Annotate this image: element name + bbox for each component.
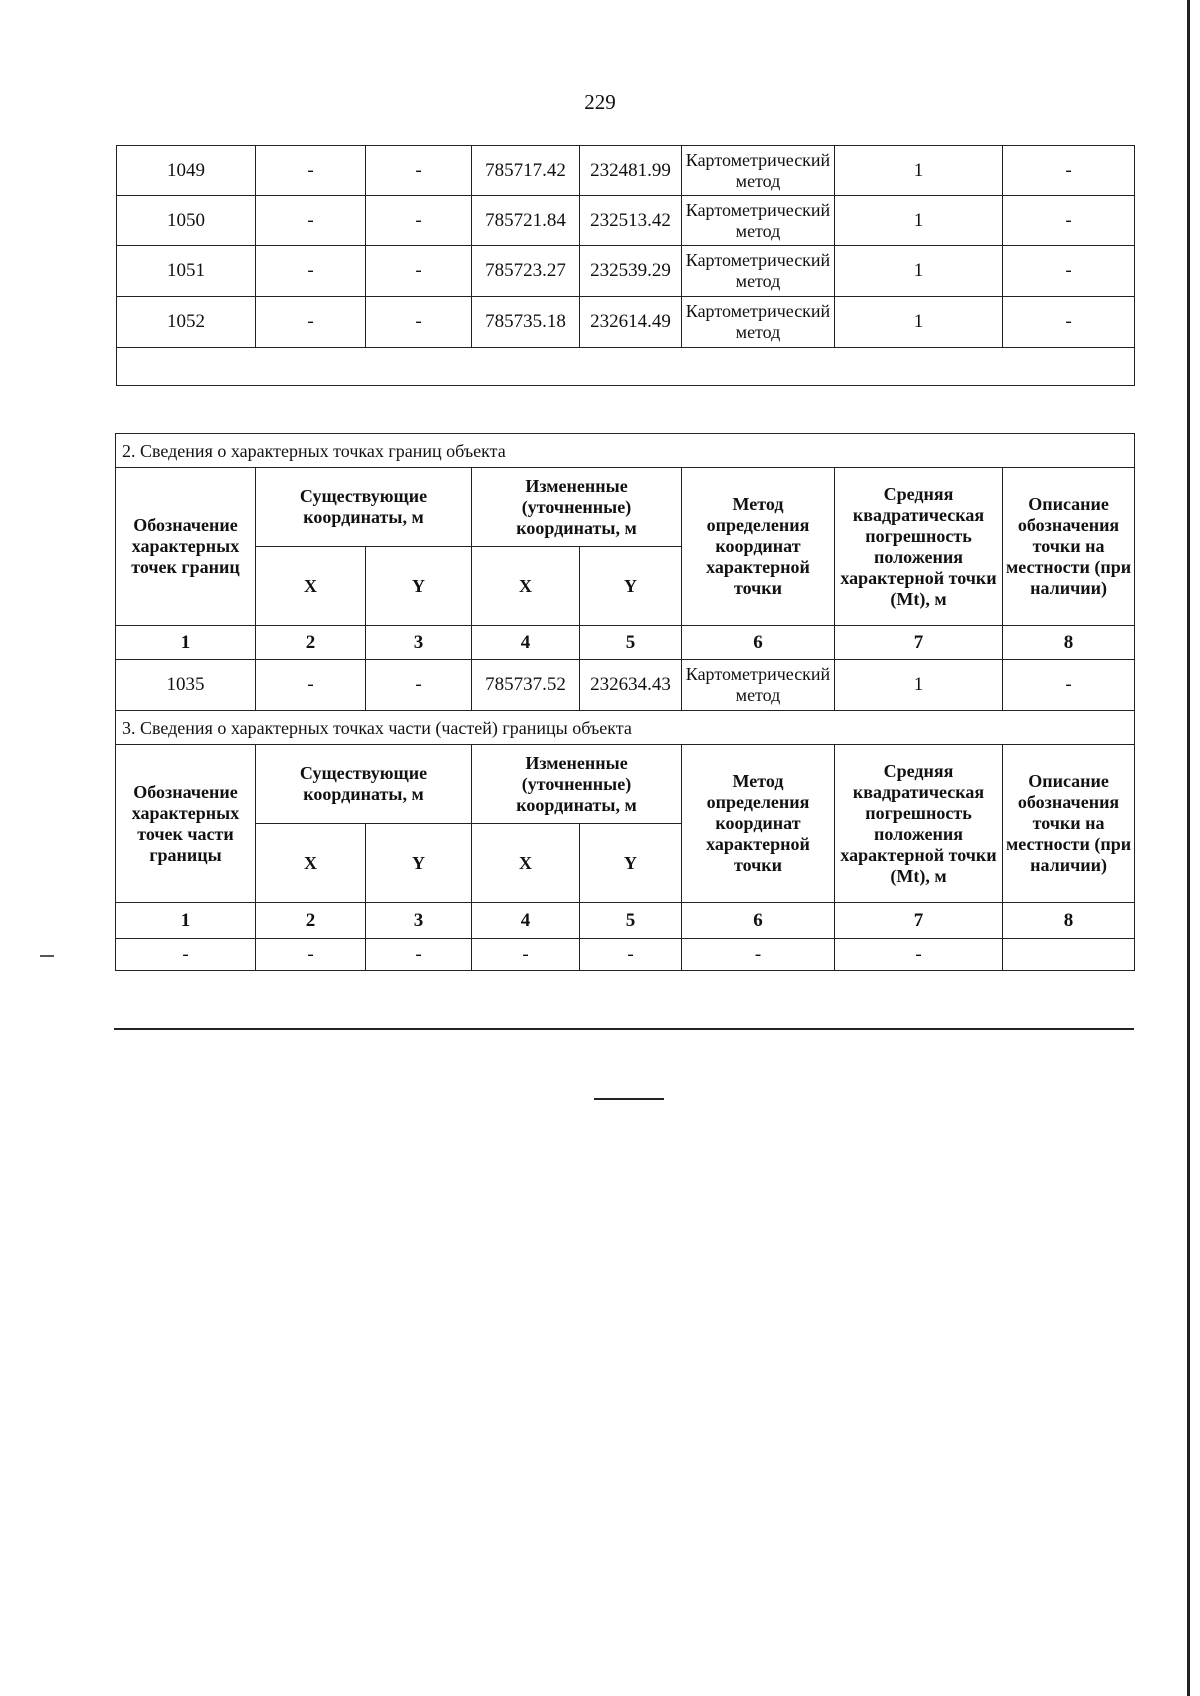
section-2-caption-row [116,434,1135,468]
header-existing-y: Y [366,547,472,626]
end-marker-line [594,1098,664,1100]
existing-x: - [256,660,366,711]
column-number: 5 [580,903,682,939]
changed-x: 785735.18 [472,297,580,348]
scan-edge [1187,0,1190,1696]
header-existing-coordinates: Существующие координаты, м [256,468,472,547]
point-id: 1049 [117,146,256,196]
description: - [1003,297,1135,348]
header-method: Метод определения координат характерной точки [682,745,835,903]
table-row [117,297,1135,348]
table-row [117,146,1135,196]
column-number: 3 [366,626,472,660]
method: Картометрический метод [682,146,835,196]
mt-value: - [835,939,1003,971]
mt-value: 1 [835,246,1003,297]
existing-x: - [256,939,366,971]
section-3-caption: 3. Сведения о характерных точках части (частей) границы объекта [116,711,1135,745]
header-changed-coordinates: Измененные (уточненные) координаты, м [472,468,682,547]
method: Картометрический метод [682,297,835,348]
header-mean-square-error: Средняя квадратическая погрешность положения характерной точки (Mt), м [835,468,1003,626]
column-number: 5 [580,626,682,660]
description: - [1003,246,1135,297]
footer-divider [114,1028,1134,1030]
method: - [682,939,835,971]
description: - [1003,146,1135,196]
table-row [116,660,1135,711]
header-changed-x: X [472,547,580,626]
existing-x: - [256,246,366,297]
header-existing-y: Y [366,824,472,903]
column-number: 1 [116,626,256,660]
existing-y: - [366,660,472,711]
existing-y: - [366,246,472,297]
changed-y: 232614.49 [580,297,682,348]
column-number: 7 [835,903,1003,939]
empty-row [117,348,1135,386]
column-number: 2 [256,903,366,939]
header-description: Описание обозначения точки на местности (при наличии) [1003,468,1135,626]
existing-y: - [366,146,472,196]
mt-value: 1 [835,297,1003,348]
existing-y: - [366,297,472,348]
header-method: Метод определения координат характерной точки [682,468,835,626]
header-changed-y: Y [580,547,682,626]
section-3-caption-row [116,711,1135,745]
header-existing-x: X [256,547,366,626]
column-number-row [116,626,1135,660]
method: Картометрический метод [682,246,835,297]
column-number: 3 [366,903,472,939]
existing-y: - [366,939,472,971]
header-changed-coordinates: Измененные (уточненные) координаты, м [472,745,682,824]
mt-value: 1 [835,660,1003,711]
changed-x: 785723.27 [472,246,580,297]
header-existing-coordinates: Существующие координаты, м [256,745,472,824]
table-row [116,939,1135,971]
changed-y: 232481.99 [580,146,682,196]
column-number: 1 [116,903,256,939]
method: Картометрический метод [682,196,835,246]
header-existing-x: X [256,824,366,903]
changed-y: - [580,939,682,971]
point-id: 1050 [117,196,256,246]
column-number: 4 [472,626,580,660]
column-number: 6 [682,626,835,660]
boundary-points-table [115,433,1135,971]
header-designation: Обозначение характерных точек части границы [116,745,256,903]
header-changed-x: X [472,824,580,903]
existing-x: - [256,196,366,246]
mt-value: 1 [835,146,1003,196]
method: Картометрический метод [682,660,835,711]
empty-cell [117,348,1135,386]
changed-x: 785721.84 [472,196,580,246]
description [1003,939,1135,971]
description: - [1003,660,1135,711]
mt-value: 1 [835,196,1003,246]
header-row [116,468,1135,547]
point-id: 1051 [117,246,256,297]
column-number-row [116,903,1135,939]
column-number: 8 [1003,626,1135,660]
description: - [1003,196,1135,246]
point-id: 1052 [117,297,256,348]
page-number: 229 [584,90,616,114]
table-row [117,196,1135,246]
header-designation: Обозначение характерных точек границ [116,468,256,626]
header-mean-square-error: Средняя квадратическая погрешность положения характерной точки (Mt), м [835,745,1003,903]
existing-x: - [256,297,366,348]
existing-y: - [366,196,472,246]
header-description: Описание обозначения точки на местности (при наличии) [1003,745,1135,903]
changed-x: 785737.52 [472,660,580,711]
column-number: 4 [472,903,580,939]
changed-x: 785717.42 [472,146,580,196]
continuation-table [116,145,1135,386]
changed-y: 232539.29 [580,246,682,297]
point-id: - [116,939,256,971]
column-number: 2 [256,626,366,660]
section-2-caption: 2. Сведения о характерных точках границ объекта [116,434,1135,468]
changed-y: 232513.42 [580,196,682,246]
column-number: 7 [835,626,1003,660]
column-number: 6 [682,903,835,939]
header-row [116,745,1135,824]
changed-x: - [472,939,580,971]
margin-mark [40,955,54,957]
header-changed-y: Y [580,824,682,903]
column-number: 8 [1003,903,1135,939]
changed-y: 232634.43 [580,660,682,711]
point-id: 1035 [116,660,256,711]
table-row [117,246,1135,297]
existing-x: - [256,146,366,196]
